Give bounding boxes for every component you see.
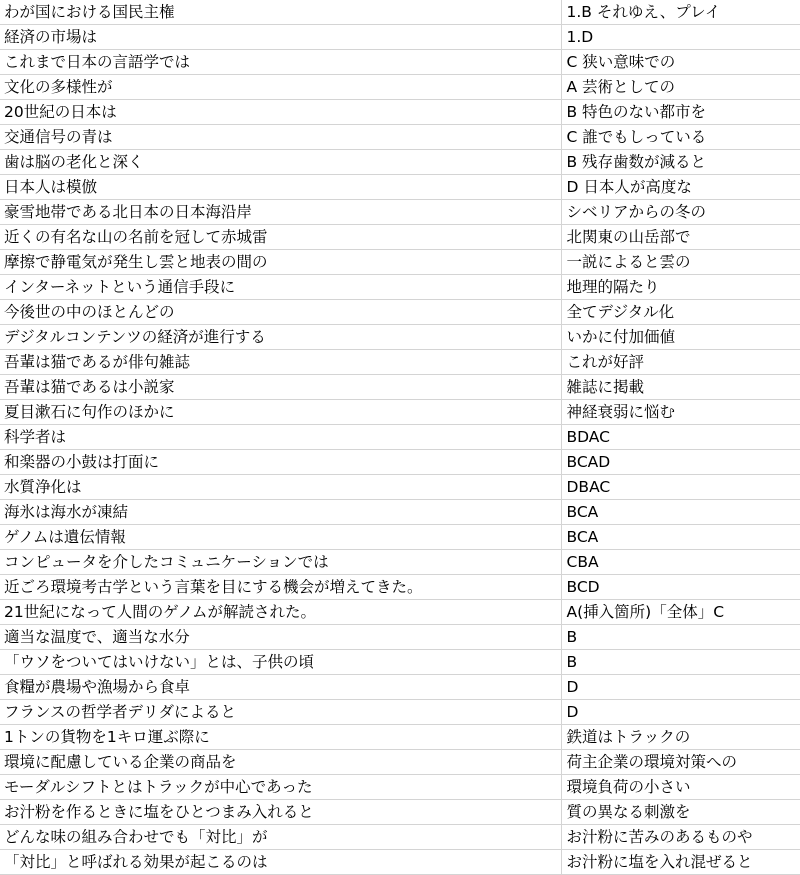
answer-cell[interactable]: D [561,675,800,700]
table-row [0,400,800,425]
answer-cell[interactable]: A(挿入箇所)「全体」C [561,600,800,625]
answer-cell[interactable]: BCAD [561,450,800,475]
answer-cell[interactable]: これが好評 [561,350,800,375]
question-cell[interactable]: わが国における国民主権 [0,0,561,25]
question-cell[interactable]: 今後世の中のほとんどの [0,300,561,325]
table-row [0,825,800,850]
table-row [0,200,800,225]
question-cell[interactable]: 海氷は海水が凍結 [0,500,561,525]
question-cell[interactable]: 摩擦で静電気が発生し雲と地表の間の [0,250,561,275]
question-cell[interactable]: 豪雪地帯である北日本の日本海沿岸 [0,200,561,225]
question-cell[interactable]: フランスの哲学者デリダによると [0,700,561,725]
question-cell[interactable]: 環境に配慮している企業の商品を [0,750,561,775]
answer-cell[interactable]: 一説によると雲の [561,250,800,275]
table-row [0,425,800,450]
question-cell[interactable]: デジタルコンテンツの経済が進行する [0,325,561,350]
question-cell[interactable]: 適当な温度で、適当な水分 [0,625,561,650]
answer-cell[interactable]: 質の異なる刺激を [561,800,800,825]
table-row [0,325,800,350]
question-cell[interactable]: 吾輩は猫であるは小説家 [0,375,561,400]
question-cell[interactable]: 日本人は模倣 [0,175,561,200]
answer-cell[interactable]: いかに付加価値 [561,325,800,350]
answer-cell[interactable]: 1.B それゆえ、プレイ [561,0,800,25]
table-row [0,275,800,300]
question-cell[interactable]: 吾輩は猫であるが俳句雑誌 [0,350,561,375]
table-row [0,0,800,25]
table-row [0,700,800,725]
answer-cell[interactable]: 1.D [561,25,800,50]
answer-cell[interactable]: B [561,625,800,650]
question-cell[interactable]: 交通信号の青は [0,125,561,150]
question-cell[interactable]: インターネットという通信手段に [0,275,561,300]
answer-cell[interactable]: 荷主企業の環境対策への [561,750,800,775]
answer-cell[interactable]: 地理的隔たり [561,275,800,300]
question-cell[interactable]: 「対比」と呼ばれる効果が起こるのは [0,850,561,875]
question-cell[interactable]: 文化の多様性が [0,75,561,100]
table-row [0,550,800,575]
question-cell[interactable]: 科学者は [0,425,561,450]
answer-cell[interactable]: D 日本人が高度な [561,175,800,200]
answer-cell[interactable]: お汁粉に苦みのあるものや [561,825,800,850]
table-row [0,100,800,125]
question-cell[interactable]: 1トンの貨物を1キロ運ぶ際に [0,725,561,750]
answer-cell[interactable]: B [561,650,800,675]
table-row [0,125,800,150]
answer-cell[interactable]: D [561,700,800,725]
table-row [0,500,800,525]
table-row [0,775,800,800]
question-cell[interactable]: これまで日本の言語学では [0,50,561,75]
table-row [0,525,800,550]
table-row [0,225,800,250]
question-cell[interactable]: ゲノムは遺伝情報 [0,525,561,550]
answer-cell[interactable]: BCD [561,575,800,600]
answer-cell[interactable]: CBA [561,550,800,575]
table-row [0,350,800,375]
table-row [0,625,800,650]
answer-cell[interactable]: B 特色のない都市を [561,100,800,125]
answer-cell[interactable]: BCA [561,525,800,550]
question-cell[interactable]: どんな味の組み合わせでも「対比」が [0,825,561,850]
answer-cell[interactable]: DBAC [561,475,800,500]
question-cell[interactable]: お汁粉を作るときに塩をひとつまみ入れると [0,800,561,825]
answer-cell[interactable]: C 狭い意味での [561,50,800,75]
table-row [0,450,800,475]
table-row [0,25,800,50]
answer-cell[interactable]: お汁粉に塩を入れ混ぜると [561,850,800,875]
question-cell[interactable]: 20世紀の日本は [0,100,561,125]
question-cell[interactable]: 21世紀になって人間のゲノムが解読された。 [0,600,561,625]
table-row [0,675,800,700]
question-cell[interactable]: モーダルシフトとはトラックが中心であった [0,775,561,800]
answer-cell[interactable]: BCA [561,500,800,525]
table-row [0,600,800,625]
question-cell[interactable]: 水質浄化は [0,475,561,500]
question-cell[interactable]: 経済の市場は [0,25,561,50]
answer-cell[interactable]: 北関東の山岳部で [561,225,800,250]
table-row [0,150,800,175]
question-cell[interactable]: 「ウソをついてはいけない」とは、子供の頃 [0,650,561,675]
table-row [0,250,800,275]
answer-cell[interactable]: 神経衰弱に悩む [561,400,800,425]
table-row [0,475,800,500]
answer-cell[interactable]: 環境負荷の小さい [561,775,800,800]
answer-cell[interactable]: B 残存歯数が減ると [561,150,800,175]
table-row [0,175,800,200]
question-cell[interactable]: コンピュータを介したコミュニケーションでは [0,550,561,575]
table-row [0,575,800,600]
table-row [0,850,800,875]
answer-cell[interactable]: C 誰でもしっている [561,125,800,150]
table-row [0,75,800,100]
answer-cell[interactable]: シベリアからの冬の [561,200,800,225]
question-cell[interactable]: 歯は脳の老化と深く [0,150,561,175]
question-cell[interactable]: 夏目漱石に句作のほかに [0,400,561,425]
answer-cell[interactable]: 雑誌に掲載 [561,375,800,400]
table-row [0,725,800,750]
question-cell[interactable]: 近ごろ環境考古学という言葉を目にする機会が増えてきた。 [0,575,561,600]
table-row [0,800,800,825]
question-cell[interactable]: 食糧が農場や漁場から食卓 [0,675,561,700]
table-row [0,375,800,400]
table-row [0,300,800,325]
question-cell[interactable]: 近くの有名な山の名前を冠して赤城雷 [0,225,561,250]
answer-cell[interactable]: 鉄道はトラックの [561,725,800,750]
answer-cell[interactable]: 全てデジタル化 [561,300,800,325]
answer-cell[interactable]: BDAC [561,425,800,450]
table-row [0,650,800,675]
question-cell[interactable]: 和楽器の小鼓は打面に [0,450,561,475]
table-row [0,50,800,75]
table-row [0,750,800,775]
answer-cell[interactable]: A 芸術としての [561,75,800,100]
